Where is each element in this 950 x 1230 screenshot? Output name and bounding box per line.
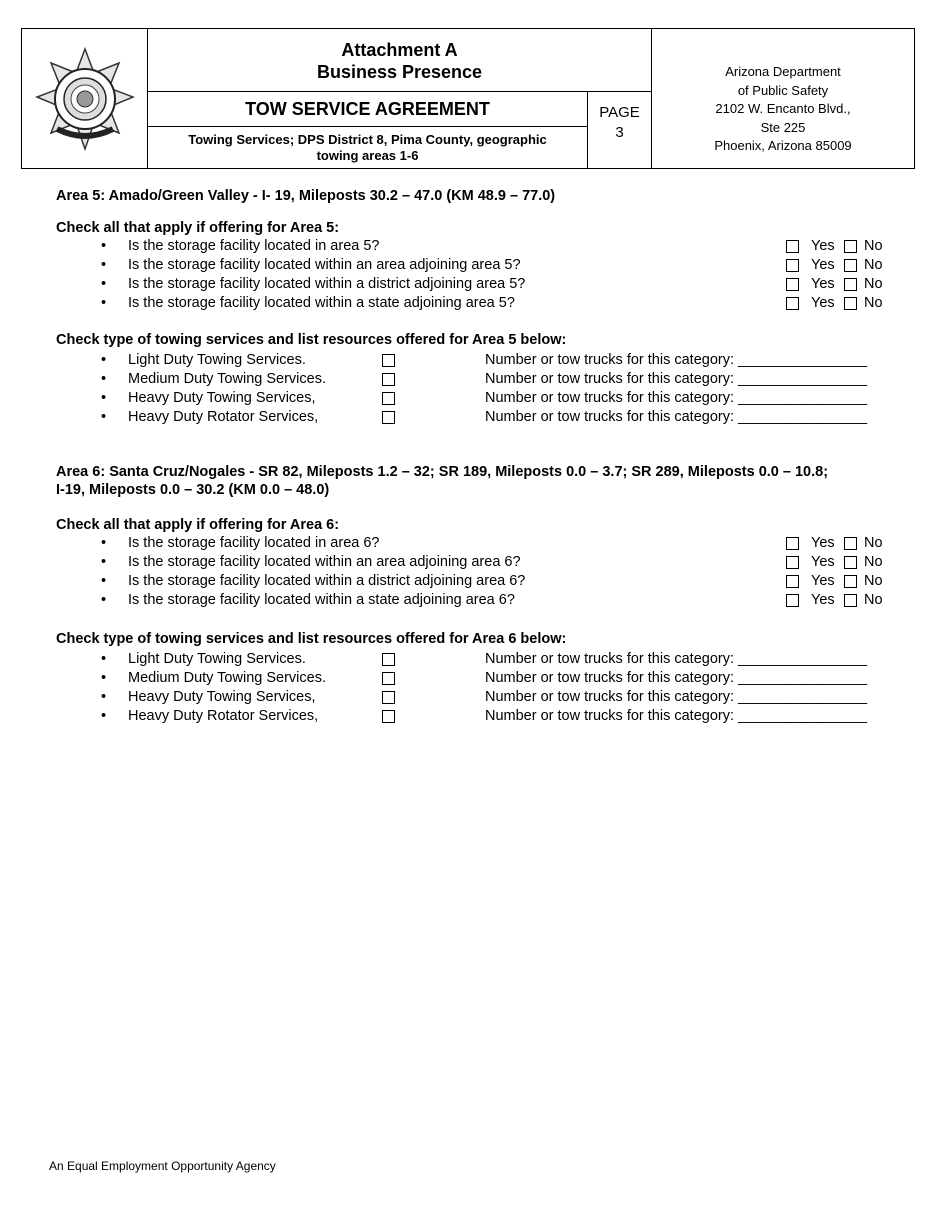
service-label: Heavy Duty Towing Services, [128, 689, 316, 705]
truck-count-field[interactable]: Number or tow trucks for this category: ________________ [485, 352, 868, 368]
bullet: • [101, 689, 107, 705]
question-text: Is the storage facility located within a state adjoining area 6? [128, 592, 515, 608]
service-label: Medium Duty Towing Services. [128, 670, 326, 686]
question-text: Is the storage facility located in area 5? [128, 238, 380, 254]
area-6-question-row [0, 553, 950, 572]
area-6-service-row [0, 688, 950, 707]
area-6-service-row [0, 650, 950, 669]
area-6-title [56, 463, 906, 499]
area-5-check-heading: Check all that apply if offering for Area 5: [56, 220, 340, 236]
question-text: Is the storage facility located within a district adjoining area 6? [128, 573, 526, 589]
footer-text: An Equal Employment Opportunity Agency [49, 1159, 276, 1173]
yes-checkbox[interactable] [786, 259, 799, 272]
yes-label: Yes [811, 592, 835, 608]
no-checkbox[interactable] [844, 537, 857, 550]
service-label: Heavy Duty Rotator Services, [128, 708, 319, 724]
bullet: • [101, 592, 107, 608]
area-5-question-row [0, 256, 950, 275]
bullet: • [101, 371, 107, 387]
address-line: 2102 W. Encanto Blvd., [715, 101, 851, 116]
service-checkbox[interactable] [382, 691, 395, 704]
address-line: of Public Safety [737, 82, 829, 98]
no-checkbox[interactable] [844, 556, 857, 569]
yes-label: Yes [811, 257, 835, 273]
yes-label: Yes [811, 295, 835, 311]
service-label: Heavy Duty Rotator Services, [128, 409, 319, 425]
no-label: No [864, 592, 883, 608]
agency-address [651, 29, 914, 168]
area-5-services-heading: Check type of towing services and list resources offered for Area 5 below: [56, 332, 567, 348]
area-6-question-row [0, 534, 950, 553]
area-6-question-row [0, 572, 950, 591]
service-checkbox[interactable] [382, 672, 395, 685]
no-checkbox[interactable] [844, 575, 857, 588]
yes-label: Yes [811, 554, 835, 570]
service-checkbox[interactable] [382, 710, 395, 723]
area-6-question-row [0, 591, 950, 610]
bullet: • [101, 670, 107, 686]
no-checkbox[interactable] [844, 240, 857, 253]
service-label: Heavy Duty Towing Services, [128, 390, 316, 406]
no-label: No [864, 535, 883, 551]
area-6-title-line-2: I-19, Mileposts 0.0 – 30.2 (KM 0.0 – 48.0) [56, 482, 330, 498]
truck-count-field[interactable]: Number or tow trucks for this category: ________________ [485, 651, 868, 667]
yes-label: Yes [811, 276, 835, 292]
bullet: • [101, 409, 107, 425]
bullet: • [101, 238, 107, 254]
bullet: • [101, 651, 107, 667]
agreement-title: TOW SERVICE AGREEMENT [148, 92, 588, 127]
service-checkbox[interactable] [382, 354, 395, 367]
service-checkbox[interactable] [382, 373, 395, 386]
area-6-service-row [0, 669, 950, 688]
area-6-check-heading: Check all that apply if offering for Area 6: [56, 517, 340, 533]
question-text: Is the storage facility located within an area adjoining area 6? [128, 554, 521, 570]
area-5-title: Area 5: Amado/Green Valley - I- 19, Mileposts 30.2 – 47.0 (KM 48.9 – 77.0) [56, 188, 556, 204]
bullet: • [101, 295, 107, 311]
agreement-subtitle [148, 127, 588, 168]
question-text: Is the storage facility located within an area adjoining area 5? [128, 257, 521, 273]
no-checkbox[interactable] [844, 259, 857, 272]
page-number: 3 [615, 124, 624, 141]
subtitle-line-2: towing areas 1-6 [316, 148, 419, 163]
yes-checkbox[interactable] [786, 537, 799, 550]
bullet: • [101, 352, 107, 368]
truck-count-field[interactable]: Number or tow trucks for this category: ________________ [485, 371, 868, 387]
address-line: Arizona Department [725, 64, 841, 79]
area-5-service-row [0, 408, 950, 427]
no-checkbox[interactable] [844, 594, 857, 607]
page-indicator [588, 92, 651, 168]
no-checkbox[interactable] [844, 297, 857, 310]
yes-checkbox[interactable] [786, 575, 799, 588]
question-text: Is the storage facility located within a district adjoining area 5? [128, 276, 526, 292]
bullet: • [101, 535, 107, 551]
service-checkbox[interactable] [382, 411, 395, 424]
subtitle-line-1: Towing Services; DPS District 8, Pima County, geographic [188, 132, 547, 147]
yes-checkbox[interactable] [786, 278, 799, 291]
no-label: No [864, 238, 883, 254]
bullet: • [101, 257, 107, 273]
dps-badge-logo [22, 29, 148, 168]
bullet: • [101, 390, 107, 406]
question-text: Is the storage facility located in area 6? [128, 535, 380, 551]
no-label: No [864, 295, 883, 311]
bullet: • [101, 554, 107, 570]
truck-count-field[interactable]: Number or tow trucks for this category: ________________ [485, 409, 868, 425]
yes-checkbox[interactable] [786, 297, 799, 310]
yes-label: Yes [811, 535, 835, 551]
area-5-question-row [0, 237, 950, 256]
document-header [21, 28, 915, 169]
address-line: Ste 225 [760, 119, 806, 135]
address-line: Phoenix, Arizona 85009 [714, 138, 852, 153]
service-label: Medium Duty Towing Services. [128, 371, 326, 387]
area-5-service-row [0, 351, 950, 370]
page-label: PAGE [599, 104, 640, 121]
yes-checkbox[interactable] [786, 556, 799, 569]
no-label: No [864, 257, 883, 273]
bullet: • [101, 573, 107, 589]
no-label: No [864, 276, 883, 292]
title-line-2: Business Presence [316, 62, 483, 82]
no-checkbox[interactable] [844, 278, 857, 291]
service-label: Light Duty Towing Services. [128, 651, 306, 667]
yes-label: Yes [811, 573, 835, 589]
yes-label: Yes [811, 238, 835, 254]
area-5-service-row [0, 389, 950, 408]
area-5-question-row [0, 294, 950, 313]
truck-count-field[interactable]: Number or tow trucks for this category: ________________ [485, 390, 868, 406]
service-checkbox[interactable] [382, 653, 395, 666]
question-text: Is the storage facility located within a state adjoining area 5? [128, 295, 515, 311]
area-6-service-row [0, 707, 950, 726]
service-label: Light Duty Towing Services. [128, 352, 306, 368]
area-6-services-heading: Check type of towing services and list resources offered for Area 6 below: [56, 631, 567, 647]
truck-count-field[interactable]: Number or tow trucks for this category: ________________ [485, 670, 868, 686]
yes-checkbox[interactable] [786, 240, 799, 253]
no-label: No [864, 554, 883, 570]
service-checkbox[interactable] [382, 392, 395, 405]
truck-count-field[interactable]: Number or tow trucks for this category: ________________ [485, 689, 868, 705]
star-badge-icon [35, 47, 135, 151]
area-5-question-row [0, 275, 950, 294]
yes-checkbox[interactable] [786, 594, 799, 607]
area-5-service-row [0, 370, 950, 389]
bullet: • [101, 276, 107, 292]
attachment-title [148, 29, 651, 92]
no-label: No [864, 573, 883, 589]
area-6-title-line-1: Area 6: Santa Cruz/Nogales - SR 82, Mileposts 1.2 – 32; SR 189, Mileposts 0.0 – 3.7; SR 289, Mileposts 0.0 – 10.8; [56, 464, 829, 480]
truck-count-field[interactable]: Number or tow trucks for this category: ________________ [485, 708, 868, 724]
title-line-1: Attachment A [341, 40, 458, 60]
bullet: • [101, 708, 107, 724]
